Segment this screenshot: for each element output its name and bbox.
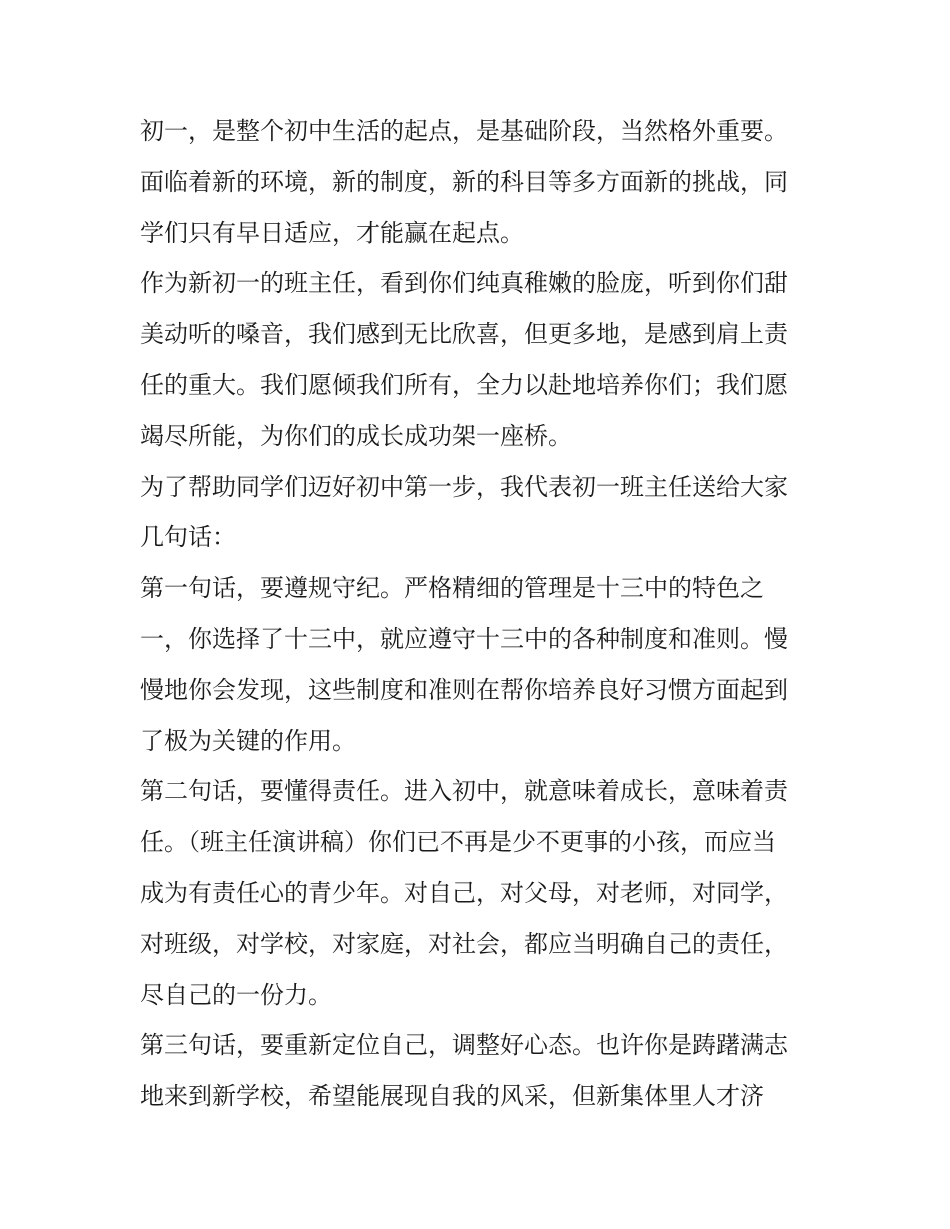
text-line: 第三句话，要重新定位自己，调整好心态。也许你是踌躇满志 bbox=[140, 1031, 788, 1060]
text-line: 为了帮助同学们迈好初中第一步，我代表初一班主任送给大家 bbox=[140, 472, 788, 501]
text-line: 慢地你会发现，这些制度和准则在帮你培养良好习惯方面起到 bbox=[140, 675, 788, 704]
text-line: 竭尽所能，为你们的成长成功架一座桥。 bbox=[140, 421, 572, 450]
text-line: 一，你选择了十三中，就应遵守十三中的各种制度和准则。慢 bbox=[140, 624, 788, 653]
text-line: 对班级，对学校，对家庭，对社会，都应当明确自己的责任， bbox=[140, 929, 788, 958]
text-line: 了极为关键的作用。 bbox=[140, 726, 356, 755]
text-line: 尽自己的一份力。 bbox=[140, 980, 332, 1009]
text-line: 成为有责任心的青少年。对自己，对父母，对老师，对同学， bbox=[140, 878, 788, 907]
body-text bbox=[140, 106, 815, 1122]
text-line: 作为新初一的班主任，看到你们纯真稚嫩的脸庞，听到你们甜 bbox=[140, 269, 788, 298]
text-line: 几句话： bbox=[140, 523, 236, 552]
text-line: 地来到新学校，希望能展现自我的风采，但新集体里人才济 bbox=[140, 1082, 764, 1111]
text-line: 第二句话，要懂得责任。进入初中，就意味着成长，意味着责 bbox=[140, 777, 788, 806]
text-line: 美动听的嗓音，我们感到无比欣喜，但更多地，是感到肩上责 bbox=[140, 320, 788, 349]
text-line: 任。（班主任演讲稿）你们已不再是少不更事的小孩，而应当 bbox=[140, 828, 776, 857]
text-line: 第一句话，要遵规守纪。严格精细的管理是十三中的特色之 bbox=[140, 574, 764, 603]
text-line: 面临着新的环境，新的制度，新的科目等多方面新的挑战，同 bbox=[140, 167, 788, 196]
text-line: 任的重大。我们愿倾我们所有，全力以赴地培养你们；我们愿 bbox=[140, 370, 788, 399]
text-line: 初一，是整个初中生活的起点，是基础阶段，当然格外重要。 bbox=[140, 117, 788, 145]
text-line: 学们只有早日适应，才能赢在起点。 bbox=[140, 218, 524, 247]
